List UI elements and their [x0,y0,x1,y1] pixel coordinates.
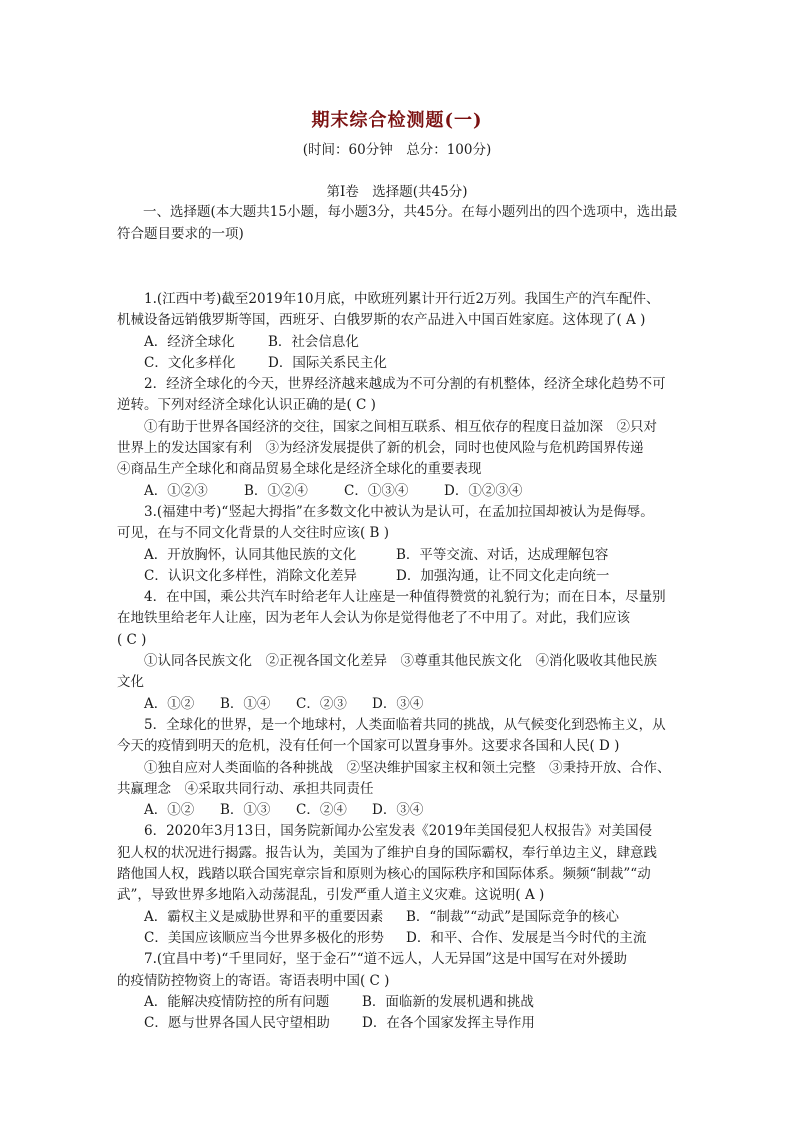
option-a: A．①②③ [144,482,208,499]
option-d: D．国际关系民主化 [268,354,387,371]
option-d: D．在各个国家发挥主导作用 [362,1015,535,1032]
option-d: D．①②③④ [444,482,523,499]
question-6-line: 武”，导致世界多地陷入动荡混乱，引发严重人道主义灾难。这说明( A ) [117,887,545,904]
option-b: B．面临新的发展机遇和挑战 [362,993,534,1010]
question-5-options [117,800,682,821]
question-7-line: 的疫情防控物资上的寄语。寄语表明中国( C ) [117,972,390,989]
option-c: C．认识文化多样性，消除文化差异 [144,567,357,584]
option-a: A．①② [144,802,195,819]
question-6-options [117,907,682,928]
option-a: A．能解决疫情防控的所有问题 [144,993,330,1010]
question-4-options [117,694,682,715]
question-2-options [117,481,682,502]
option-d: D．③④ [372,802,424,819]
question-2-statement: ①有助于世界各国经济的交往，国家之间相互联系、相互依存的程度日益加深 ②只对 [144,418,657,435]
question-2-statement: ④商品生产全球化和商品贸易全球化是经济全球化的重要表现 [117,461,482,478]
question-6-line: 犯人权的状况进行揭露。报告认为，美国为了维护自身的国际霸权，奉行单边主义，肆意践 [117,844,657,861]
page-title: 期末综合检测题(一) [311,110,483,131]
question-2-statement: 世界上的发达国家有利 ③为经济发展提供了新的机会，同时也使风险与危机跨国界传递 [117,440,644,457]
option-c: C．①③④ [344,482,409,499]
option-c: C．文化多样化 [144,354,236,371]
question-2-line: 逆转。下列对经济全球化认识正确的是( C ) [117,397,376,414]
option-d: D．加强沟通，让不同文化走向统一 [396,567,610,584]
question-4-line: ( C ) [117,631,147,648]
option-b: B．①④ [220,695,271,712]
question-5-line: 今天的疫情到明天的危机，没有任何一个国家可以置身事外。这要求各国和人民( D ) [117,738,620,755]
option-b: B．平等交流、对话，达成理解包容 [396,546,609,563]
exam-meta: (时间：60分钟 总分：100分) [302,142,492,158]
question-7-options [117,1013,682,1034]
option-a: A．经济全球化 [144,333,235,350]
question-3-options [117,545,682,566]
question-1-line: 1.(江西中考)截至2019年10月底，中欧班列累计开行近2万列。我国生产的汽车配件、 [144,291,660,307]
section-heading: 第Ⅰ卷 选择题(共45分) [326,184,468,200]
option-c: C．②③ [296,695,347,712]
question-6-line: 踏他国人权，践踏以联合国宪章宗旨和原则为核心的国际秩序和国际体系。频频“制裁”“动 [117,866,651,883]
question-7-line: 7.(宜昌中考)“千里同好，坚于金石”“道不远人，人无异国”这是中国写在对外援助 [144,951,628,968]
question-7-options [117,992,682,1013]
option-b: B．“制裁”“动武”是国际竞争的核心 [406,908,620,925]
option-a: A．①② [144,695,195,712]
option-c: C．愿与世界各国人民守望相助 [144,1015,330,1032]
question-2-line: 2．经济全球化的今天，世界经济越来越成为不可分割的有机整体，经济全球化趋势不可 [144,376,666,393]
question-5-line: 5．全球化的世界，是一个地球村，人类面临着共同的挑战，从气候变化到恐怖主义，从 [144,716,666,733]
option-b: B．①②④ [244,482,308,499]
question-list [117,289,682,1034]
option-b: B．社会信息化 [268,333,359,350]
question-4-line: 在地铁里给老年人让座，因为老年人会认为你是觉得他老了不中用了。对此，我们应该 [117,610,630,627]
question-4-statement: 文化 [117,674,144,691]
option-d: D．③④ [372,695,424,712]
instructions: 一、选择题(本大题共15小题，每小题3分，共45分。在每小题列出的四个选项中，选出最符合题目要求的一项) [117,204,678,242]
question-6-line: 6．2020年3月13日，国务院新闻办公室发表《2019年美国侵犯人权报告》对美国侵 [144,823,653,840]
option-d: D．和平、合作、发展是当今时代的主流 [406,929,647,946]
option-a: A．霸权主义是威胁世界和平的重要因素 [144,908,384,925]
question-5-statement: ①独自应对人类面临的各种挑战 ②坚决维护国家主权和领土完整 ③秉持开放、合作、 [144,759,671,776]
question-4-line: 4．在中国，乘公共汽车时给老年人让座是一种值得赞赏的礼貌行为；而在日本，尽量别 [144,589,666,606]
option-b: B．①③ [220,802,271,819]
option-c: C．②④ [296,802,347,819]
option-a: A．开放胸怀，认同其他民族的文化 [144,546,357,563]
question-1-options [117,332,682,353]
question-1-line: 机械设备远销俄罗斯等国，西班牙、白俄罗斯的农产品进入中国百姓家庭。这体现了( A ) [117,312,646,329]
question-6-options [117,928,682,949]
question-3-options [117,566,682,587]
question-1-options [117,353,682,374]
option-c: C．美国应该顺应当今世界多极化的形势 [144,929,384,946]
question-4-statement: ①认同各民族文化 ②正视各国文化差异 ③尊重其他民族文化 ④消化吸收其他民族 [144,653,657,670]
question-3-line: 可见，在与不同文化背景的人交往时应该( B ) [117,525,390,542]
question-5-statement: 共赢理念 ④采取共同行动、承担共同责任 [117,780,374,797]
question-3-line: 3.(福建中考)“竖起大拇指”在多数文化中被认为是认可，在孟加拉国却被认为是侮辱。 [144,503,654,520]
